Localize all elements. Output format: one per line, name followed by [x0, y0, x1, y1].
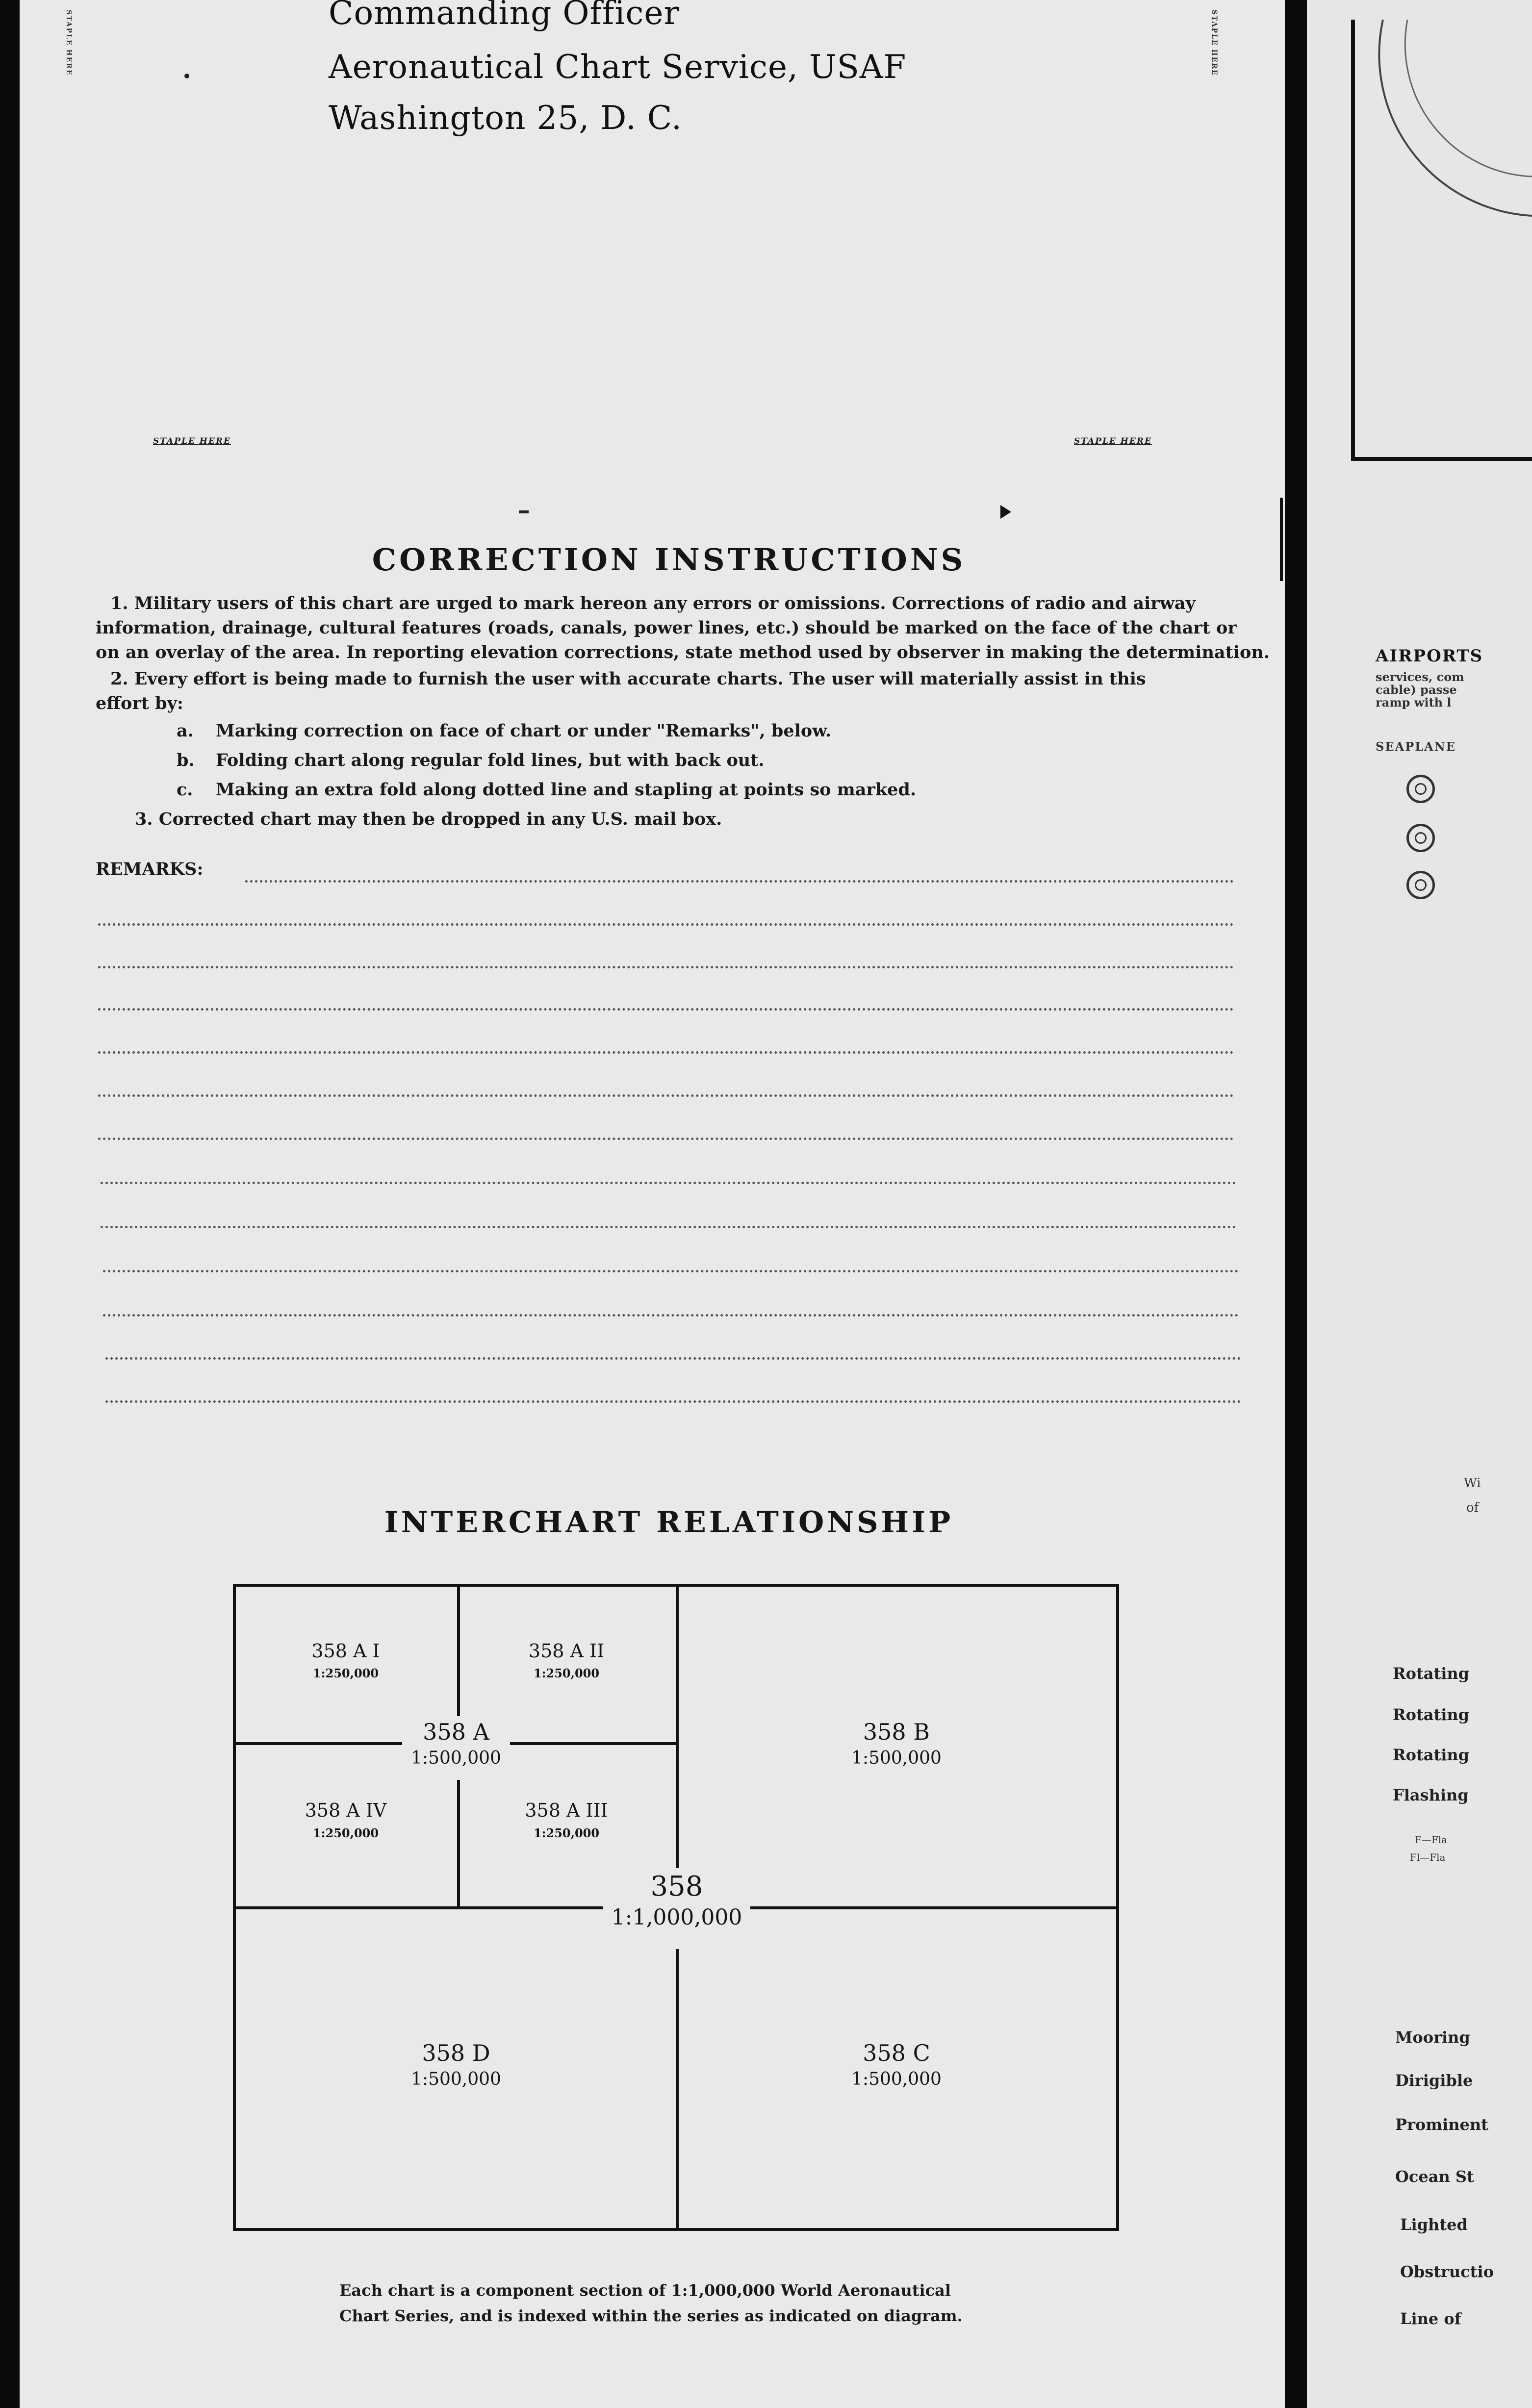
- legend-mooring: Mooring: [1395, 2028, 1470, 2047]
- remarks-line[interactable]: [103, 1314, 1239, 1317]
- cell-358a-scale: 1:500,000: [411, 1748, 501, 1768]
- cell-358aii-name: 358 A II: [528, 1640, 605, 1662]
- instruction-2-line-2: effort by:: [96, 693, 183, 713]
- cell-358b-scale: 1:500,000: [851, 1748, 942, 1768]
- stray-dot: [184, 74, 189, 78]
- address-line-3: Washington 25, D. C.: [329, 99, 683, 137]
- cell-358c-name: 358 C: [863, 2040, 930, 2066]
- remarks-line[interactable]: [98, 1094, 1234, 1097]
- cell-358aii-scale: 1:250,000: [533, 1666, 600, 1680]
- fold-mark-left: [519, 510, 529, 513]
- remarks-line[interactable]: [245, 880, 1234, 883]
- remarks-line[interactable]: [98, 1138, 1234, 1140]
- legend-fragment: of: [1466, 1500, 1479, 1515]
- cell-358ai-name: 358 A I: [311, 1640, 380, 1662]
- staple-here-right: STAPLE HERE: [1074, 436, 1152, 446]
- instruction-1-line-1: 1. Military users of this chart are urged to mark hereon any errors or omissions. Corrections of radio and airway: [110, 593, 1196, 613]
- staple-here-left: STAPLE HERE: [153, 436, 231, 446]
- legend-fragment: Wi: [1464, 1476, 1481, 1491]
- legend-dirigible: Dirigible: [1395, 2071, 1473, 2090]
- remarks-line[interactable]: [98, 1051, 1234, 1054]
- compass-arc-inner: [1405, 20, 1532, 177]
- legend-prominent: Prominent: [1395, 2115, 1488, 2134]
- instruction-item-a-letter: a.: [177, 721, 194, 741]
- cell-358c-scale: 1:500,000: [851, 2069, 942, 2089]
- remarks-line[interactable]: [105, 1357, 1241, 1360]
- side-staple-left: STAPLE HERE: [65, 10, 73, 76]
- cell-358aiv-scale: 1:250,000: [312, 1826, 379, 1840]
- legend-small: Fl—Fla: [1410, 1851, 1446, 1863]
- cell-358b-name: 358 B: [863, 1719, 930, 1745]
- legend-flashing: Flashing: [1393, 1786, 1469, 1804]
- remarks-line[interactable]: [98, 923, 1234, 926]
- cell-358aiii-name: 358 A III: [525, 1800, 608, 1821]
- compass-arc-outer: [1379, 20, 1532, 216]
- cell-358ai-scale: 1:250,000: [312, 1666, 379, 1680]
- compass-rose-arc: [1368, 20, 1532, 226]
- instruction-item-a-text: Marking correction on face of chart or under "Remarks", below.: [216, 721, 832, 741]
- caption-line-1: Each chart is a component section of 1:1,000,000 World Aeronautical: [339, 2281, 951, 2300]
- instruction-item-b-letter: b.: [177, 750, 195, 770]
- legend-small: F—Fla: [1415, 1834, 1448, 1846]
- cell-358-name: 358: [650, 1871, 703, 1902]
- seaplane-label: SEAPLANE: [1376, 739, 1456, 754]
- legend-obstruction: Obstructio: [1400, 2262, 1494, 2281]
- remarks-line[interactable]: [101, 1182, 1236, 1184]
- instruction-item-b-text: Folding chart along regular fold lines, but with back out.: [216, 750, 765, 770]
- airports-line: cable) passe: [1376, 683, 1457, 697]
- seaplane-symbol-icon: [1406, 871, 1435, 899]
- remarks-line[interactable]: [103, 1270, 1239, 1272]
- cell-358d-name: 358 D: [422, 2040, 490, 2066]
- instruction-3: 3. Corrected chart may then be dropped in any U.S. mail box.: [135, 809, 722, 829]
- cell-358a-name: 358 A: [423, 1719, 489, 1745]
- legend-rotating: Rotating: [1393, 1664, 1470, 1683]
- legend-lighted: Lighted: [1400, 2215, 1468, 2234]
- correction-instructions-title: CORRECTION INSTRUCTIONS: [372, 542, 966, 578]
- address-line-2: Aeronautical Chart Service, USAF: [329, 48, 907, 86]
- airports-line: ramp with l: [1376, 695, 1452, 710]
- seaplane-symbol-icon: [1406, 824, 1435, 852]
- legend-ocean: Ocean St: [1395, 2167, 1474, 2186]
- address-line-1: Commanding Officer: [329, 0, 680, 32]
- side-staple-right: STAPLE HERE: [1210, 10, 1218, 76]
- cell-358aiv-name: 358 A IV: [305, 1800, 387, 1821]
- remarks-line[interactable]: [101, 1226, 1236, 1228]
- legend-rotating: Rotating: [1393, 1746, 1470, 1764]
- interchart-title: INTERCHART RELATIONSHIP: [384, 1505, 954, 1540]
- legend-rotating: Rotating: [1393, 1705, 1470, 1724]
- instruction-1-line-2: information, drainage, cultural features (roads, canals, power lines, etc.) should be marked on the face of the chart or: [96, 618, 1237, 638]
- airports-line: services, com: [1376, 670, 1464, 684]
- remarks-line[interactable]: [105, 1400, 1241, 1403]
- remarks-label: REMARKS:: [96, 859, 204, 879]
- fold-mark-right: [1000, 505, 1011, 519]
- remarks-line[interactable]: [98, 966, 1234, 968]
- cell-358d-scale: 1:500,000: [411, 2069, 501, 2089]
- cell-358aiii-scale: 1:250,000: [533, 1826, 600, 1840]
- instruction-1-line-3: on an overlay of the area. In reporting elevation corrections, state method used by observer in making the determination.: [96, 642, 1270, 662]
- seaplane-symbol-icon: [1406, 775, 1435, 803]
- instruction-item-c-letter: c.: [177, 780, 193, 800]
- instruction-item-c-text: Making an extra fold along dotted line and stapling at points so marked.: [216, 780, 917, 800]
- instruction-2-line-1: 2. Every effort is being made to furnish the user with accurate charts. The user will materially assist in this: [110, 669, 1146, 689]
- legend-line-of: Line of: [1400, 2309, 1461, 2328]
- cell-358-scale: 1:1,000,000: [611, 1905, 742, 1930]
- airports-heading: AIRPORTS: [1376, 646, 1483, 666]
- remarks-line[interactable]: [98, 1008, 1234, 1011]
- caption-line-2: Chart Series, and is indexed within the series as indicated on diagram.: [339, 2307, 963, 2325]
